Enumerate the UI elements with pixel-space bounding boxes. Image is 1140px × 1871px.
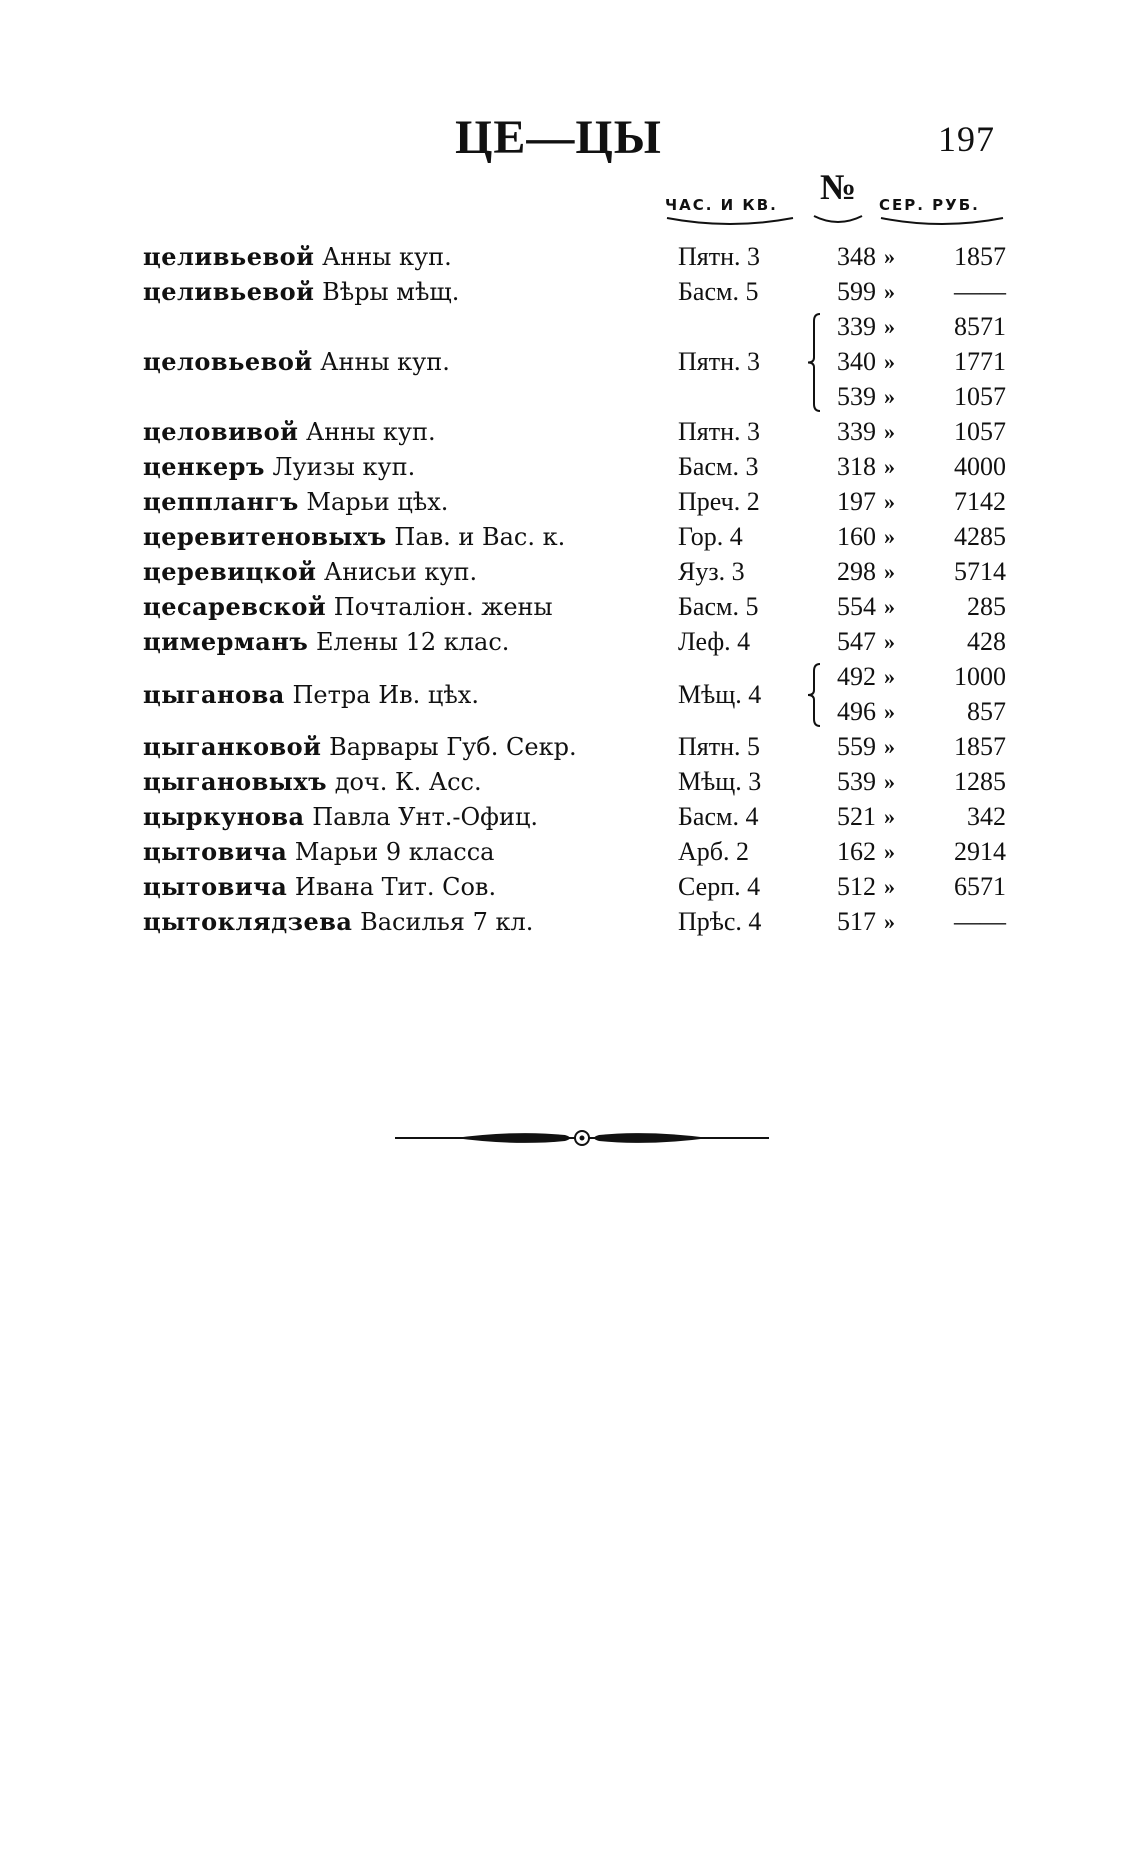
entry-description: Вѣры мѣщ. (314, 278, 460, 306)
entry-district: Пятн. 3 (678, 347, 761, 376)
entry-surname: цесаревской (143, 592, 327, 621)
entry-number: 339 (837, 312, 876, 341)
entry-value: 1857 (954, 242, 1006, 271)
entry-surname: целовивой (143, 417, 299, 446)
entry-value: 7142 (954, 487, 1006, 516)
entry-number: 492 (837, 662, 876, 691)
entry-value: 1285 (954, 767, 1006, 796)
entry-description: Елены 12 клас. (308, 628, 510, 656)
ditto-mark: » (884, 664, 895, 689)
entry-value: 428 (967, 627, 1006, 656)
ditto-mark: » (884, 594, 895, 619)
entry-surname: цыркунова (143, 802, 305, 831)
entry-number: 539 (837, 767, 876, 796)
entry-value: 285 (967, 592, 1006, 621)
entry-line (0, 660, 1140, 694)
entry-line (0, 835, 1140, 869)
ditto-mark: » (884, 839, 895, 864)
entry-value: 4285 (954, 522, 1006, 551)
entry-description: Василья 7 кл. (352, 908, 534, 936)
entry-district: Прѣс. 4 (678, 907, 762, 936)
entry-line (0, 590, 1140, 624)
ditto-mark: » (884, 314, 895, 339)
entry-line (0, 625, 1140, 659)
entry-line (0, 310, 1140, 344)
entry-number: 162 (837, 837, 876, 866)
entry-number: 547 (837, 627, 876, 656)
entry-surname: церевитеновыхъ (143, 522, 387, 551)
ditto-mark: » (884, 454, 895, 479)
entry-line (0, 520, 1140, 554)
entry-district: Пятн. 5 (678, 732, 761, 761)
entry-district: Басм. 5 (678, 592, 759, 621)
entry-district: Леф. 4 (678, 627, 751, 656)
entry-number: 340 (837, 347, 876, 376)
entry-surname: цимерманъ (143, 627, 309, 656)
entry-line (0, 870, 1140, 904)
entry-line (0, 695, 1140, 729)
entry-line (0, 730, 1140, 764)
ditto-mark: » (884, 419, 895, 444)
entry-number: 512 (837, 872, 876, 901)
entry-district: Пятн. 3 (678, 417, 761, 446)
ditto-mark: » (884, 244, 895, 269)
entry-line (0, 485, 1140, 519)
ditto-mark: » (884, 349, 895, 374)
entry-district: Гор. 4 (678, 522, 743, 551)
entry-surname: цытоклядзева (143, 907, 353, 936)
entry-district: Басм. 5 (678, 277, 759, 306)
entry-line (0, 415, 1140, 449)
entry-value: 1771 (954, 347, 1006, 376)
entry-district: Басм. 4 (678, 802, 759, 831)
entry-number: 348 (837, 242, 876, 271)
ditto-mark: » (884, 559, 895, 584)
ditto-mark: » (884, 909, 895, 934)
entry-value: 6571 (954, 872, 1006, 901)
entry-description: Анисьи куп. (316, 558, 478, 586)
entry-surname: цытовича (143, 872, 288, 901)
entry-number: 559 (837, 732, 876, 761)
entry-number: 339 (837, 417, 876, 446)
entry-description: Варвары Губ. Секр. (321, 733, 577, 761)
entry-value: —— (954, 907, 1006, 936)
entry-line (0, 555, 1140, 589)
entry-description: Анны куп. (298, 418, 436, 446)
entry-value: 8571 (954, 312, 1006, 341)
entry-line (0, 345, 1140, 379)
entry-surname: цыганова (143, 679, 285, 709)
entry-description: Анны куп. (312, 348, 450, 376)
entry-surname: цепплангъ (143, 487, 299, 516)
swash-rule-icon (879, 216, 1005, 226)
entry-value: 1857 (954, 732, 1006, 761)
entry-number: 496 (837, 697, 876, 726)
entry-number: 298 (837, 557, 876, 586)
entry-surname: церевицкой (143, 557, 317, 586)
entry-line (0, 240, 1140, 274)
entry-line (0, 765, 1140, 799)
entry-description: Марьи цѣх. (298, 488, 449, 516)
ditto-mark: » (884, 629, 895, 654)
entry-line (0, 275, 1140, 309)
ditto-mark: » (884, 489, 895, 514)
ditto-mark: » (884, 524, 895, 549)
entry-surname: целивьевой (143, 277, 315, 306)
entry-value: 342 (967, 802, 1006, 831)
entry-surname: целовьевой (143, 347, 313, 376)
ditto-mark: » (884, 384, 895, 409)
entry-surname: целивьевой (143, 242, 315, 271)
entry-description: Петра Ив. цѣх. (284, 680, 479, 709)
entry-value: 1000 (954, 662, 1006, 691)
entry-value: 5714 (954, 557, 1006, 586)
entry-surname: цыгановыхъ (143, 767, 328, 796)
entry-number: 517 (837, 907, 876, 936)
entry-line (0, 800, 1140, 834)
entry-value: —— (954, 277, 1006, 306)
entry-line (0, 450, 1140, 484)
entry-number: 599 (837, 277, 876, 306)
entry-value: 1057 (954, 417, 1006, 446)
entry-district: Яуз. 3 (678, 557, 745, 586)
entry-surname: цыганковой (143, 732, 322, 761)
entry-description: Марьи 9 класса (287, 838, 495, 866)
brace-icon (806, 313, 822, 412)
entry-district: Арб. 2 (678, 837, 750, 866)
entry-number: 197 (837, 487, 876, 516)
entry-description: Пав. и Вас. к. (386, 523, 566, 551)
fleuron-rule-icon (395, 1125, 769, 1151)
entry-surname: цытовича (143, 837, 288, 866)
entry-description: Павла Унт.-Офиц. (304, 803, 539, 831)
ditto-mark: » (884, 279, 895, 304)
entry-description: Луизы куп. (264, 453, 416, 481)
entry-number: 521 (837, 802, 876, 831)
entry-description: Почталіон. жены (326, 593, 553, 621)
ditto-mark: » (884, 769, 895, 794)
ditto-mark: » (884, 874, 895, 899)
entry-value: 1057 (954, 382, 1006, 411)
entry-number: 318 (837, 452, 876, 481)
ditto-mark: » (884, 804, 895, 829)
brace-icon (806, 663, 822, 727)
entry-description: Ивана Тит. Сов. (287, 873, 497, 901)
page-title: ЦЕ—ЦЫ (455, 111, 662, 164)
entry-description: доч. К. Асс. (327, 768, 482, 796)
entry-district: Серп. 4 (678, 872, 761, 901)
entry-district: Басм. 3 (678, 452, 759, 481)
entry-district: Преч. 2 (678, 487, 760, 516)
entry-district: Мѣщ. 4 (678, 679, 762, 709)
column-header-district: ЧАС. И КВ. (665, 196, 778, 214)
ditto-mark: » (884, 734, 895, 759)
entry-description: Анны куп. (314, 243, 452, 271)
entry-number: 539 (837, 382, 876, 411)
column-header-value: СЕР. РУБ. (879, 196, 980, 214)
entry-number: 554 (837, 592, 876, 621)
entry-value: 857 (967, 697, 1006, 726)
ditto-mark: » (884, 699, 895, 724)
entry-line (0, 380, 1140, 414)
entry-surname: ценкеръ (143, 452, 265, 481)
column-header-number: № (820, 167, 857, 207)
entry-district: Мѣщ. 3 (678, 767, 762, 796)
entry-line (0, 905, 1140, 939)
page-number: 197 (938, 119, 995, 159)
entry-value: 4000 (954, 452, 1006, 481)
swash-rule-icon (812, 214, 864, 224)
entry-number: 160 (837, 522, 876, 551)
swash-rule-icon (665, 216, 795, 226)
entry-district: Пятн. 3 (678, 242, 761, 271)
entry-value: 2914 (954, 837, 1006, 866)
